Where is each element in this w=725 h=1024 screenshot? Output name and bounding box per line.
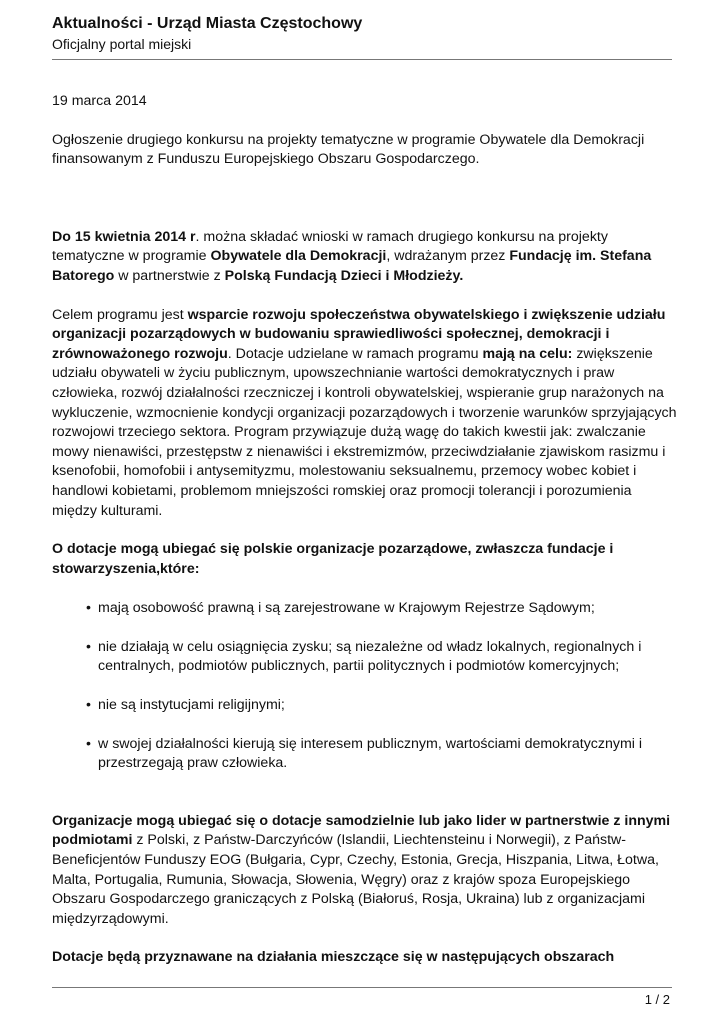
deadline-text: Do 15 kwietnia 2014 r — [52, 228, 196, 245]
partners-lead: Organizacje mogą ubiegać się o dotacje samodzielnie lub jako lider w partnerstwie z innymi podmiotami — [52, 812, 671, 849]
eligibility-heading: O dotacje mogą ubiegać się polskie organizacje pozarządowe, zwłaszcza fundacje i stowarzyszenia,które: — [52, 541, 614, 577]
program-name: Obywatele dla Demokracji — [210, 248, 387, 265]
article-date: 19 marca 2014 — [52, 93, 147, 109]
bullet-icon: • — [86, 638, 91, 655]
partner-name: Polską Fundacją Dzieci i Młodzieży. — [224, 267, 464, 284]
article-intro: Ogłoszenie drugiego konkursu na projekty tematyczne w programie Obywatele dla Demokracji finansowanym z Funduszu Europejskiego Obszaru Gospodarczego. — [52, 131, 645, 168]
foundation-name: Fundację im. Stefana Batorego — [52, 248, 652, 284]
site-title: Aktualności - Urząd Miasta Częstochowy — [52, 15, 363, 32]
footer-divider — [52, 987, 672, 988]
bullet-icon: • — [86, 697, 91, 714]
program-goal: wsparcie rozwoju społeczeństwa obywatelskiego i zwiększenie udziału organizacji pozarządowych w budowaniu sprawiedliwości społecznej, demokracji i zrównoważonego rozwoju — [52, 306, 666, 362]
paragraph-goals: Celem programu jest wsparcie rozwoju społeczeństwa obywatelskiego i zwiększenie udziału organizacji pozarządowych w budowaniu sprawiedliwości społecznej, demokracji i zrównoważonego rozwoju. Dotacje udzielane w ramach programu mają na celu: zwiększenie udziału obywateli w życiu publicznym, upowszechnianie wartości demokratycznych i praw człowieka, rozwój działalności rzeczniczej i kontroli obywatelskiej, wspieranie grup narażonych na wykluczenie, wzmocnienie kondycji organizacji pozarządowych i tworzenie warunków sprzyjających rozwojowi trzeciego sektora. Program przywiązuje dużą wagę do takich kwestii jak: zwalczanie mowy nienawiści, przestępstw z nienawiści i ekstremizmów, przeciwdziałanie zjawiskom rasizmu i ksenofobii, homofobii i antysemityzmu, molestowaniu seksualnemu, przemocy wobec kobiet i handlowi kobietami, problemom mniejszości romskiej oraz promocji tolerancji i porozumienia między kulturami. — [52, 306, 677, 519]
page-header — [52, 14, 672, 54]
page-indicator: 1 / 2 — [644, 992, 670, 1007]
paragraph-deadline: Do 15 kwietnia 2014 r. można składać wnioski w ramach drugiego konkursu na projekty tematyczne w programie Obywatele dla Demokracji, wdrażanym przez Fundację im. Stefana Batorego w partnerstwie z Polską Fundacją Dzieci i Młodzieży. — [52, 228, 652, 284]
list-item: • mają osobowość prawną i są zarejestrowane w Krajowym Rejestrze Sądowym; — [98, 599, 677, 619]
site-subtitle: Oficjalny portal miejski — [52, 36, 192, 52]
bullet-icon: • — [86, 735, 91, 752]
article-body — [52, 92, 677, 968]
program-aims-label: mają na celu: — [482, 345, 573, 362]
paragraph-partners: Organizacje mogą ubiegać się o dotacje samodzielnie lub jako lider w partnerstwie z innymi podmiotami z Polski, z Państw-Darczyńców (Islandii, Liechtensteinu i Norwegii), z Państw-Beneficjentów Funduszy EOG (Bułgaria, Cypr, Czechy, Estonia, Grecja, Hiszpania, Litwa, Łotwa, Malta, Portugalia, Rumunia, Słowacja, Słowenia, Węgry) oraz z krajów spoza Europejskiego Obszaru Gospodarczego graniczących z Polską (Białoruś, Rosja, Ukraina) lub z organizacjami międzyrządowymi. — [52, 812, 671, 927]
header-divider — [52, 59, 672, 60]
list-item: • nie działają w celu osiągnięcia zysku; są niezależne od władz lokalnych, regionalnych i centralnych, podmiotów publicznych, partii politycznych i podmiotów komercyjnych; — [86, 638, 642, 675]
eligibility-list — [52, 599, 677, 774]
paragraph-areas-heading: Dotacje będą przyznawane na działania mieszczące się w następujących obszarach — [52, 949, 615, 966]
list-item: • w swojej działalności kierują się interesem publicznym, wartościami demokratycznymi i przestrzegają praw człowieka. — [86, 735, 643, 772]
bullet-icon: • — [86, 600, 91, 617]
list-item: • nie są instytucjami religijnymi; — [98, 696, 677, 716]
